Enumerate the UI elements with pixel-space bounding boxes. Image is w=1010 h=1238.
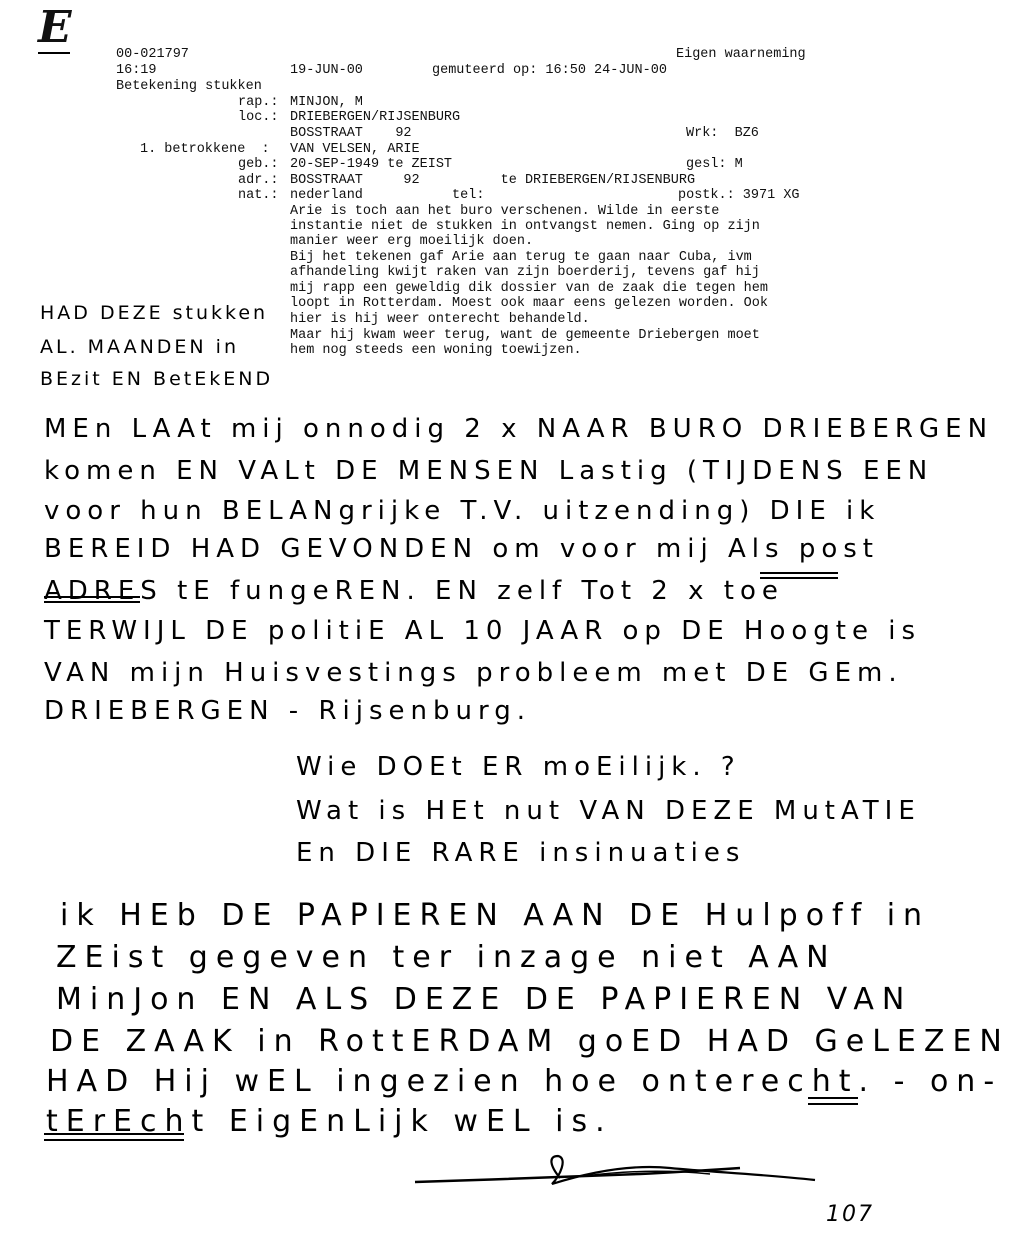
- gesl-value: gesl: M: [686, 157, 743, 172]
- corner-mark: E: [38, 2, 72, 53]
- rap-value: MINJON, M: [290, 95, 363, 110]
- narrative-line: Maar hij kwam weer terug, want de gemeente Driebergen moet: [290, 328, 760, 343]
- adr-label: adr.:: [238, 173, 279, 188]
- closing-line: ik HEb DE PAPIEREN AAN DE Hulpoff in: [60, 898, 931, 933]
- margin-note-line: AL. MAANDEN in: [40, 336, 240, 358]
- narrative-line: afhandeling kwijt raken van zijn boerderij, tevens gaf hij: [290, 265, 760, 280]
- closing-line: tErEcht EigEnLijk wEL is.: [46, 1104, 613, 1139]
- closing-line: DE ZAAK in RottERDAM goED HAD GeLEZEN: [50, 1024, 1010, 1059]
- question-line: Wie DOEt ER moEilijk. ?: [296, 752, 741, 782]
- underline-post: [760, 572, 838, 574]
- underline-on: [808, 1103, 858, 1105]
- handwriting-line: ADRES tE fungeREN. EN zelf Tot 2 x toe: [44, 576, 784, 606]
- underline-adres: [44, 601, 140, 603]
- handwriting-line: DRIEBERGEN - Rijsenburg.: [44, 696, 531, 726]
- handwriting-line: voor hun BELANgrijke T.V. uitzending) DIE ik: [44, 496, 881, 526]
- closing-line: HAD Hij wEL ingezien hoe onterecht. - on-: [46, 1064, 1003, 1099]
- narrative-line: Arie is toch aan het buro verschenen. Wilde in eerste: [290, 204, 720, 219]
- handwriting-line: MEn LAAt mij onnodig 2 x NAAR BURO DRIEBERGEN: [44, 414, 994, 444]
- adr-value: BOSSTRAAT 92 te DRIEBERGEN/RIJSENBURG: [290, 173, 696, 188]
- loc-street: BOSSTRAAT 92: [290, 126, 412, 141]
- rap-label: rap.:: [238, 95, 279, 110]
- narrative-line: Bij het tekenen gaf Arie aan terug te gaan naar Cuba, ivm: [290, 250, 752, 265]
- narrative-line: manier weer erg moeilijk doen.: [290, 234, 534, 249]
- underline-on: [808, 1097, 858, 1099]
- narrative-line: mij rapp een geweldig dik dossier van de zaak die tegen hem: [290, 281, 768, 296]
- signature: [410, 1150, 830, 1195]
- mutated-stamp: gemuteerd op: 16:50 24-JUN-00: [432, 63, 667, 78]
- geb-label: geb.:: [238, 157, 279, 172]
- closing-line: ZEist gegeven ter inzage niet AAN: [56, 940, 837, 975]
- narrative-line: hem nog steeds een woning toewijzen.: [290, 343, 582, 358]
- margin-note-line: HAD DEZE stukken: [40, 302, 269, 324]
- loc-label: loc.:: [238, 110, 279, 125]
- geb-value: 20-SEP-1949 te ZEIST: [290, 157, 453, 172]
- nat-label: nat.:: [238, 188, 279, 203]
- nat-value: nederland tel:: [290, 188, 485, 203]
- narrative-line: instantie niet de stukken in ontvangst nemen. Ging op zijn: [290, 219, 760, 234]
- report-date: 19-JUN-00: [290, 63, 363, 78]
- handwriting-line: BEREID HAD GEVONDEN om voor mij Als post: [44, 534, 879, 564]
- report-type: Eigen waarneming: [676, 47, 806, 62]
- underline-post: [760, 577, 838, 579]
- underline-adres: [44, 596, 140, 598]
- question-line: Wat is HEt nut VAN DEZE MutATIE: [296, 796, 921, 826]
- party-value: VAN VELSEN, ARIE: [290, 142, 420, 157]
- underline-terecht: [44, 1133, 184, 1135]
- margin-note-line: BEzit EN BetEkEND: [40, 368, 274, 390]
- party-label: 1. betrokkene :: [140, 142, 270, 157]
- narrative-line: loopt in Rotterdam. Moest ook maar eens gelezen worden. Ook: [290, 296, 768, 311]
- narrative-line: hier is hij weer onterecht behandeld.: [290, 312, 590, 327]
- handwriting-line: VAN mijn Huisvestings probleem met DE GEm.: [44, 658, 903, 688]
- postk-value: postk.: 3971 XG: [678, 188, 800, 203]
- underline-terecht: [44, 1139, 184, 1141]
- handwriting-line: TERWIJL DE politiE AL 10 JAAR op DE Hoogte is: [44, 616, 922, 646]
- report-subject: Betekening stukken: [116, 79, 262, 94]
- corner-rule: [38, 52, 70, 54]
- record-id: 00-021797: [116, 47, 189, 62]
- page-number: 107: [826, 1202, 874, 1227]
- wrk-code: Wrk: BZ6: [686, 126, 759, 141]
- loc-value: DRIEBERGEN/RIJSENBURG: [290, 110, 461, 125]
- handwriting-line: komen EN VALt DE MENSEN Lastig (TIJDENS EEN: [44, 456, 934, 486]
- closing-line: MinJon EN ALS DEZE DE PAPIEREN VAN: [56, 982, 913, 1017]
- report-time: 16:19: [116, 63, 157, 78]
- question-line: En DIE RARE insinuaties: [296, 838, 746, 868]
